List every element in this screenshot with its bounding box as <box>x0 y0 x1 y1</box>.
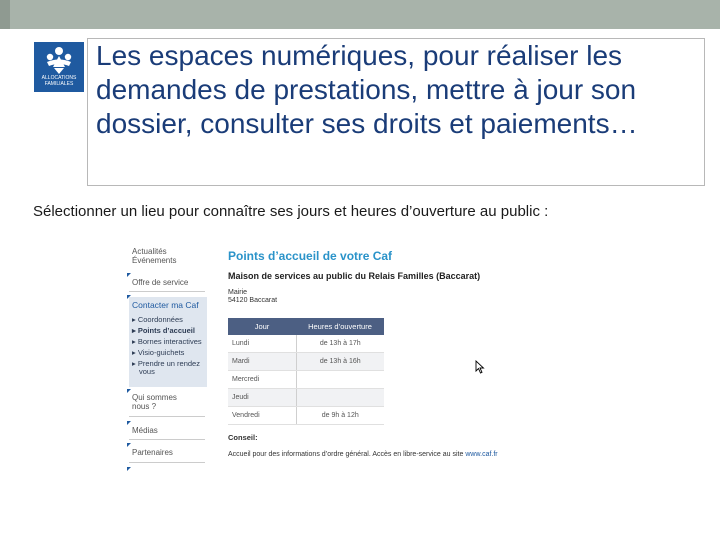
nav-sub-bornes[interactable]: ▸ Bornes interactives <box>132 337 202 346</box>
conseil-label: Conseil: <box>228 433 258 442</box>
instruction-text: Sélectionner un lieu pour connaître ses jours et heures d’ouverture au public : <box>33 203 549 220</box>
nav-item-actualites[interactable]: Actualités <box>132 247 167 256</box>
points-accueil-heading: Points d’accueil de votre Caf <box>228 249 393 263</box>
nav-item-partenaires[interactable]: Partenaires <box>132 448 173 457</box>
title-box <box>87 38 705 186</box>
hours-cell: de 13h à 17h <box>296 335 384 353</box>
nav-sub-visio[interactable]: ▸ Visio-guichets <box>132 348 185 357</box>
nav-arrow-icon <box>127 273 131 277</box>
caf-website-link[interactable]: www.caf.fr <box>465 451 498 458</box>
day-cell: Jeudi <box>228 389 296 407</box>
website-screenshot <box>125 243 555 475</box>
table-header-row <box>228 318 384 335</box>
table-row <box>228 407 384 425</box>
address-line2: 54120 Baccarat <box>228 297 278 304</box>
nav-separator <box>129 416 205 417</box>
nav-arrow-icon <box>127 467 131 471</box>
nav-section-contacter-ma-caf[interactable] <box>129 297 207 387</box>
hours-cell: de 13h à 16h <box>296 353 384 371</box>
nav-arrow-icon <box>127 421 131 425</box>
advice-text: Accueil pour des informations d’ordre général. Accès en libre-service au site <box>228 451 464 458</box>
nav-item-evenements[interactable]: Événements <box>132 256 177 265</box>
nav-separator <box>129 462 205 463</box>
day-cell: Mercredi <box>228 371 296 389</box>
nav-item-qui-sommes[interactable]: Qui sommes <box>132 393 177 402</box>
nav-sub-coordonnees[interactable]: ▸ Coordonnées <box>132 315 183 324</box>
table-row <box>228 353 384 371</box>
nav-arrow-icon <box>127 389 131 393</box>
slide-top-bar <box>0 0 720 29</box>
table-row <box>228 335 384 353</box>
top-bar-accent <box>0 0 10 29</box>
location-address <box>228 289 277 305</box>
caf-logo-icon <box>45 45 73 75</box>
day-cell: Lundi <box>228 335 296 353</box>
nav-sub-rendez-vous[interactable]: ▸ Prendre un rendez <box>132 359 200 368</box>
slide-title: Les espaces numériques, pour réaliser les demandes de prestations, mettre à jour son dossier, consulter ses droits et paiements… <box>96 40 638 139</box>
hours-cell <box>296 389 384 407</box>
nav-item-qui-sommes-2[interactable]: nous ? <box>132 402 157 411</box>
nav-sub-points-accueil[interactable]: ▸ Points d’accueil <box>132 326 195 335</box>
mouse-cursor-icon <box>475 360 485 374</box>
opening-hours-table <box>228 318 384 425</box>
col-header-hours: Heures d’ouverture <box>296 318 384 335</box>
table-row <box>228 389 384 407</box>
advice-text-line <box>228 451 498 458</box>
logo-caption-line1: ALLOCATIONS <box>41 75 77 81</box>
nav-item-contacter-ma-caf[interactable]: Contacter ma Caf <box>132 300 199 310</box>
col-header-day: Jour <box>228 318 296 335</box>
nav-item-medias[interactable]: Médias <box>132 426 158 435</box>
nav-separator <box>129 291 205 292</box>
day-cell: Vendredi <box>228 407 296 425</box>
logo-caption-line2: FAMILIALES <box>44 81 74 87</box>
caf-logo <box>34 42 84 92</box>
table-row <box>228 371 384 389</box>
hours-cell: de 9h à 12h <box>296 407 384 425</box>
address-line1: Mairie <box>228 289 248 296</box>
location-name: Maison de services au public du Relais Familles (Baccarat) <box>228 271 481 281</box>
hours-cell <box>296 371 384 389</box>
nav-arrow-icon <box>127 443 131 447</box>
nav-item-offre-de-service[interactable]: Offre de service <box>132 278 189 287</box>
nav-separator <box>129 439 205 440</box>
nav-sub-rendez-vous-2[interactable]: vous <box>139 367 155 376</box>
day-cell: Mardi <box>228 353 296 371</box>
